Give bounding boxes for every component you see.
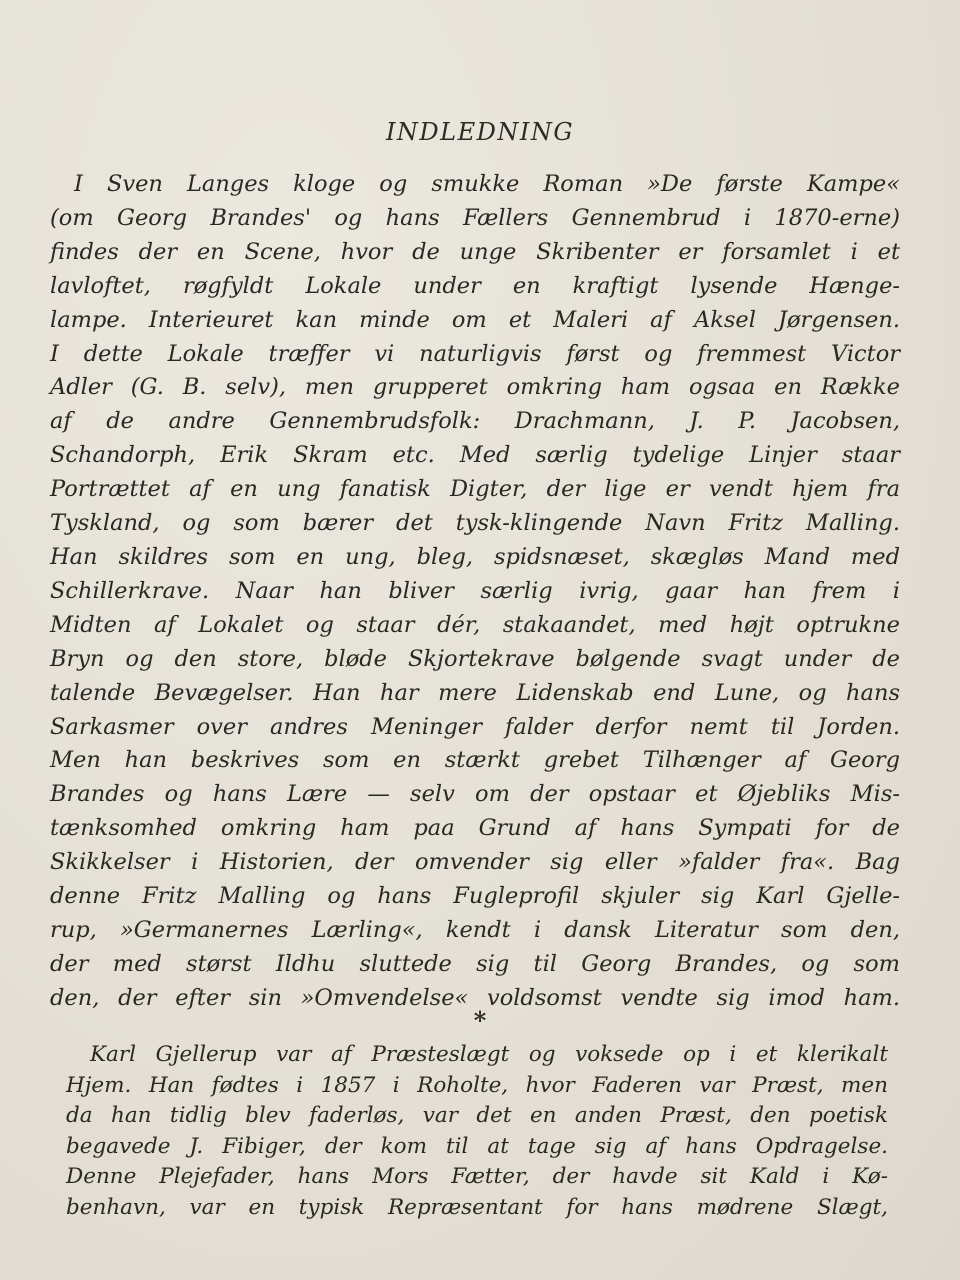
text-line: lavloftet, røgfyldt Lokale under en kraftigt lysende Hænge- [50, 272, 900, 299]
text-line: Denne Plejefader, hans Mors Fætter, der havde sit Kald i Kø- [66, 1164, 888, 1190]
text-line: af de andre Gennembrudsfolk: Drachmann, J. P. Jacobsen, [50, 408, 900, 435]
text-line: Karl Gjellerup var af Præsteslægt og voksede op i et klerikalt [90, 1042, 888, 1067]
text-line: talende Bevægelser. Han har mere Lidenskab end Lune, og hans [50, 679, 900, 706]
paragraph-1 [50, 168, 900, 1016]
text-line: denne Fritz Malling og hans Fugleprofil skjuler sig Karl Gjelle- [50, 883, 900, 910]
text-line: den, der efter sin »Omvendelse« voldsomst vendte sig imod ham. [50, 984, 900, 1011]
text-line: Men han beskrives som en stærkt grebet Tilhænger af Georg [50, 747, 900, 774]
text-line: I Sven Langes kloge og smukke Roman »De første Kampe« [74, 171, 900, 197]
section-separator: * [473, 1006, 487, 1035]
chapter-heading: INDLEDNING [385, 118, 575, 146]
text-line: Midten af Lokalet og staar dér, stakaandet, med højt optrukne [50, 611, 900, 638]
text-line: Adler (G. B. selv), men grupperet omkring ham ogsaa en Række [50, 374, 900, 401]
text-line: Han skildres som en ung, bleg, spidsnæset, skægløs Mand med [50, 543, 900, 570]
text-line: begavede J. Fibiger, der kom til at tage sig af hans Opdragelse. [66, 1133, 888, 1159]
text-line: Sarkasmer over andres Meninger falder derfor nemt til Jorden. [50, 713, 900, 740]
text-line: Tyskland, og som bærer det tysk-klingende Navn Fritz Malling. [50, 510, 900, 537]
text-line: Schillerkrave. Naar han bliver særlig ivrig, gaar han frem i [50, 577, 900, 604]
text-line: Hjem. Han fødtes i 1857 i Roholte, hvor Faderen var Præst, men [66, 1072, 888, 1098]
paragraph-2 [66, 1040, 888, 1224]
text-line: findes der en Scene, hvor de unge Skribenter er forsamlet i et [50, 238, 900, 265]
text-line: tænksomhed omkring ham paa Grund af hans Sympati for de [50, 815, 900, 842]
text-line: (om Georg Brandes' og hans Fællers Gennembrud i 1870-erne) [50, 204, 900, 231]
text-line: I dette Lokale træffer vi naturligvis først og fremmest Victor [50, 340, 900, 367]
text-line: der med størst Ildhu sluttede sig til Georg Brandes, og som [50, 950, 900, 977]
text-line: Schandorph, Erik Skram etc. Med særlig tydelige Linjer staar [50, 442, 900, 469]
text-line: Portrættet af en ung fanatisk Digter, der lige er vendt hjem fra [50, 476, 900, 503]
text-line: Brandes og hans Lære — selv om der opstaar et Øjebliks Mis- [50, 781, 900, 808]
text-line: lampe. Interieuret kan minde om et Maleri af Aksel Jørgensen. [50, 306, 900, 333]
text-line: benhavn, var en typisk Repræsentant for hans mødrene Slægt, [66, 1194, 888, 1220]
text-line: Bryn og den store, bløde Skjortekrave bølgende svagt under de [50, 645, 900, 672]
text-line: da han tidlig blev faderløs, var det en anden Præst, den poetisk [66, 1103, 888, 1129]
text-line: Skikkelser i Historien, der omvender sig eller »falder fra«. Bag [50, 849, 900, 876]
text-line: rup, »Germanernes Lærling«, kendt i dansk Literatur som den, [50, 916, 900, 943]
